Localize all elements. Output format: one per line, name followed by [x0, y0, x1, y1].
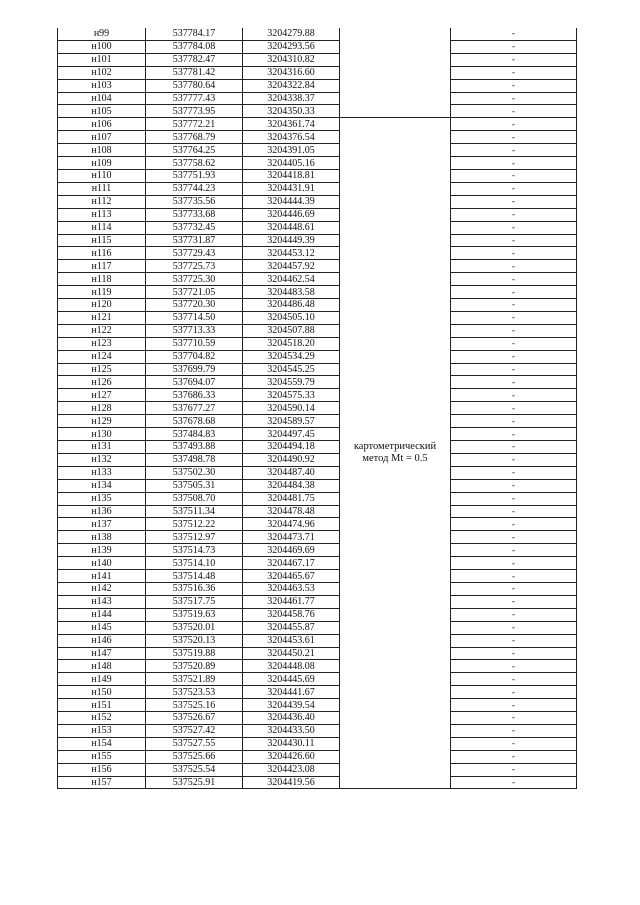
x-coordinate-cell: 537508.70	[146, 492, 243, 505]
point-id-cell: н134	[58, 479, 146, 492]
point-id-cell: н105	[58, 105, 146, 118]
y-coordinate-cell: 3204293.56	[243, 40, 340, 53]
x-coordinate-cell: 537677.27	[146, 402, 243, 415]
point-id-cell: н121	[58, 311, 146, 324]
y-coordinate-cell: 3204423.08	[243, 763, 340, 776]
y-coordinate-cell: 3204316.60	[243, 66, 340, 79]
x-coordinate-cell: 537527.42	[146, 724, 243, 737]
y-coordinate-cell: 3204430.11	[243, 737, 340, 750]
point-id-cell: н116	[58, 247, 146, 260]
x-coordinate-cell: 537525.54	[146, 763, 243, 776]
accuracy-dash-cell: -	[451, 195, 577, 208]
point-id-cell: н130	[58, 428, 146, 441]
x-coordinate-cell: 537498.78	[146, 453, 243, 466]
y-coordinate-cell: 3204450.21	[243, 647, 340, 660]
accuracy-dash-cell: -	[451, 582, 577, 595]
y-coordinate-cell: 3204575.33	[243, 389, 340, 402]
y-coordinate-cell: 3204505.10	[243, 311, 340, 324]
x-coordinate-cell: 537710.59	[146, 337, 243, 350]
accuracy-dash-cell: -	[451, 647, 577, 660]
table-row	[58, 28, 577, 40]
x-coordinate-cell: 537512.97	[146, 531, 243, 544]
y-coordinate-cell: 3204465.67	[243, 570, 340, 583]
x-coordinate-cell: 537511.34	[146, 505, 243, 518]
accuracy-dash-cell: -	[451, 570, 577, 583]
table-row	[58, 221, 577, 234]
table-row	[58, 737, 577, 750]
accuracy-dash-cell: -	[451, 402, 577, 415]
y-coordinate-cell: 3204483.58	[243, 286, 340, 299]
point-id-cell: н137	[58, 518, 146, 531]
x-coordinate-cell: 537516.36	[146, 582, 243, 595]
point-id-cell: н143	[58, 595, 146, 608]
y-coordinate-cell: 3204418.81	[243, 169, 340, 182]
y-coordinate-cell: 3204449.39	[243, 234, 340, 247]
accuracy-dash-cell: -	[451, 53, 577, 66]
table-row	[58, 208, 577, 221]
y-coordinate-cell: 3204463.53	[243, 582, 340, 595]
table-row	[58, 92, 577, 105]
point-id-cell: н146	[58, 634, 146, 647]
y-coordinate-cell: 3204419.56	[243, 776, 340, 789]
y-coordinate-cell: 3204478.48	[243, 505, 340, 518]
y-coordinate-cell: 3204494.18	[243, 441, 340, 454]
point-id-cell: н107	[58, 131, 146, 144]
x-coordinate-cell: 537523.53	[146, 686, 243, 699]
point-id-cell: н151	[58, 699, 146, 712]
table-row	[58, 750, 577, 763]
y-coordinate-cell: 3204441.67	[243, 686, 340, 699]
y-coordinate-cell: 3204279.88	[243, 28, 340, 40]
accuracy-dash-cell: -	[451, 337, 577, 350]
table-row	[58, 234, 577, 247]
point-id-cell: н138	[58, 531, 146, 544]
accuracy-dash-cell: -	[451, 131, 577, 144]
y-coordinate-cell: 3204376.54	[243, 131, 340, 144]
x-coordinate-cell: 537720.30	[146, 299, 243, 312]
y-coordinate-cell: 3204361.74	[243, 118, 340, 131]
table-row	[58, 673, 577, 686]
y-coordinate-cell: 3204481.75	[243, 492, 340, 505]
x-coordinate-cell: 537704.82	[146, 350, 243, 363]
table-row	[58, 324, 577, 337]
x-coordinate-cell: 537721.05	[146, 286, 243, 299]
accuracy-dash-cell: -	[451, 557, 577, 570]
y-coordinate-cell: 3204545.25	[243, 363, 340, 376]
y-coordinate-cell: 3204457.92	[243, 260, 340, 273]
table-row	[58, 647, 577, 660]
accuracy-dash-cell: -	[451, 712, 577, 725]
y-coordinate-cell: 3204458.76	[243, 608, 340, 621]
accuracy-dash-cell: -	[451, 466, 577, 479]
x-coordinate-cell: 537699.79	[146, 363, 243, 376]
table-row	[58, 350, 577, 363]
accuracy-dash-cell: -	[451, 299, 577, 312]
y-coordinate-cell: 3204474.96	[243, 518, 340, 531]
x-coordinate-cell: 537502.30	[146, 466, 243, 479]
point-id-cell: н154	[58, 737, 146, 750]
accuracy-dash-cell: -	[451, 247, 577, 260]
point-id-cell: н103	[58, 79, 146, 92]
accuracy-dash-cell: -	[451, 311, 577, 324]
table-row	[58, 363, 577, 376]
y-coordinate-cell: 3204484.38	[243, 479, 340, 492]
x-coordinate-cell: 537744.23	[146, 182, 243, 195]
method-cell-upper	[340, 28, 451, 118]
table-row	[58, 776, 577, 789]
table-row	[58, 686, 577, 699]
x-coordinate-cell: 537772.21	[146, 118, 243, 131]
accuracy-dash-cell: -	[451, 673, 577, 686]
accuracy-dash-cell: -	[451, 453, 577, 466]
x-coordinate-cell: 537505.31	[146, 479, 243, 492]
point-id-cell: н115	[58, 234, 146, 247]
table-row	[58, 260, 577, 273]
y-coordinate-cell: 3204444.39	[243, 195, 340, 208]
table-row	[58, 105, 577, 118]
point-id-cell: н104	[58, 92, 146, 105]
table-row	[58, 415, 577, 428]
accuracy-dash-cell: -	[451, 286, 577, 299]
y-coordinate-cell: 3204350.33	[243, 105, 340, 118]
table-row	[58, 402, 577, 415]
table-row	[58, 66, 577, 79]
x-coordinate-cell: 537694.07	[146, 376, 243, 389]
x-coordinate-cell: 537781.42	[146, 66, 243, 79]
point-id-cell: н109	[58, 157, 146, 170]
x-coordinate-cell: 537758.62	[146, 157, 243, 170]
accuracy-dash-cell: -	[451, 350, 577, 363]
point-id-cell: н101	[58, 53, 146, 66]
table-row	[58, 544, 577, 557]
y-coordinate-cell: 3204490.92	[243, 453, 340, 466]
point-id-cell: н113	[58, 208, 146, 221]
point-id-cell: н117	[58, 260, 146, 273]
accuracy-dash-cell: -	[451, 28, 577, 40]
y-coordinate-cell: 3204431.91	[243, 182, 340, 195]
point-id-cell: н139	[58, 544, 146, 557]
y-coordinate-cell: 3204439.54	[243, 699, 340, 712]
accuracy-dash-cell: -	[451, 169, 577, 182]
point-id-cell: н157	[58, 776, 146, 789]
x-coordinate-cell: 537525.16	[146, 699, 243, 712]
y-coordinate-cell: 3204338.37	[243, 92, 340, 105]
x-coordinate-cell: 537514.48	[146, 570, 243, 583]
point-id-cell: н127	[58, 389, 146, 402]
table-row	[58, 595, 577, 608]
y-coordinate-cell: 3204589.57	[243, 415, 340, 428]
point-id-cell: н124	[58, 350, 146, 363]
x-coordinate-cell: 537713.33	[146, 324, 243, 337]
x-coordinate-cell: 537784.17	[146, 28, 243, 40]
x-coordinate-cell: 537520.89	[146, 660, 243, 673]
accuracy-dash-cell: -	[451, 608, 577, 621]
table-row	[58, 505, 577, 518]
x-coordinate-cell: 537678.68	[146, 415, 243, 428]
point-id-cell: н129	[58, 415, 146, 428]
point-id-cell: н108	[58, 144, 146, 157]
accuracy-dash-cell: -	[451, 273, 577, 286]
point-id-cell: н102	[58, 66, 146, 79]
table-row	[58, 570, 577, 583]
y-coordinate-cell: 3204436.40	[243, 712, 340, 725]
table-row	[58, 441, 577, 454]
accuracy-dash-cell: -	[451, 595, 577, 608]
x-coordinate-cell: 537764.25	[146, 144, 243, 157]
table-row	[58, 157, 577, 170]
x-coordinate-cell: 537519.63	[146, 608, 243, 621]
x-coordinate-cell: 537525.66	[146, 750, 243, 763]
point-id-cell: н112	[58, 195, 146, 208]
point-id-cell: н114	[58, 221, 146, 234]
point-id-cell: н110	[58, 169, 146, 182]
table-row	[58, 53, 577, 66]
table-row	[58, 660, 577, 673]
table-row	[58, 518, 577, 531]
x-coordinate-cell: 537514.10	[146, 557, 243, 570]
point-id-cell: н128	[58, 402, 146, 415]
point-id-cell: н156	[58, 763, 146, 776]
accuracy-dash-cell: -	[451, 79, 577, 92]
accuracy-dash-cell: -	[451, 776, 577, 789]
point-id-cell: н140	[58, 557, 146, 570]
point-id-cell: н106	[58, 118, 146, 131]
table-row	[58, 608, 577, 621]
table-row	[58, 428, 577, 441]
point-id-cell: н142	[58, 582, 146, 595]
x-coordinate-cell: 537768.79	[146, 131, 243, 144]
point-id-cell: н99	[58, 28, 146, 40]
y-coordinate-cell: 3204453.12	[243, 247, 340, 260]
point-id-cell: н135	[58, 492, 146, 505]
table-row	[58, 479, 577, 492]
table-row	[58, 492, 577, 505]
x-coordinate-cell: 537512.22	[146, 518, 243, 531]
point-id-cell: н152	[58, 712, 146, 725]
table-row	[58, 376, 577, 389]
table-row	[58, 273, 577, 286]
y-coordinate-cell: 3204486.48	[243, 299, 340, 312]
point-id-cell: н120	[58, 299, 146, 312]
table-row	[58, 724, 577, 737]
x-coordinate-cell: 537784.08	[146, 40, 243, 53]
table-row	[58, 763, 577, 776]
accuracy-dash-cell: -	[451, 415, 577, 428]
y-coordinate-cell: 3204426.60	[243, 750, 340, 763]
x-coordinate-cell: 537514.73	[146, 544, 243, 557]
accuracy-dash-cell: -	[451, 750, 577, 763]
x-coordinate-cell: 537777.43	[146, 92, 243, 105]
x-coordinate-cell: 537527.55	[146, 737, 243, 750]
y-coordinate-cell: 3204518.20	[243, 337, 340, 350]
y-coordinate-cell: 3204507.88	[243, 324, 340, 337]
point-id-cell: н150	[58, 686, 146, 699]
accuracy-dash-cell: -	[451, 260, 577, 273]
x-coordinate-cell: 537493.88	[146, 441, 243, 454]
x-coordinate-cell: 537714.50	[146, 311, 243, 324]
point-id-cell: н136	[58, 505, 146, 518]
x-coordinate-cell: 537751.93	[146, 169, 243, 182]
table-row	[58, 311, 577, 324]
accuracy-dash-cell: -	[451, 544, 577, 557]
point-id-cell: н131	[58, 441, 146, 454]
accuracy-dash-cell: -	[451, 699, 577, 712]
point-id-cell: н144	[58, 608, 146, 621]
table-row	[58, 634, 577, 647]
table-row	[58, 453, 577, 466]
y-coordinate-cell: 3204391.05	[243, 144, 340, 157]
table-row	[58, 131, 577, 144]
table-row	[58, 79, 577, 92]
point-id-cell: н141	[58, 570, 146, 583]
point-id-cell: н100	[58, 40, 146, 53]
accuracy-dash-cell: -	[451, 724, 577, 737]
accuracy-dash-cell: -	[451, 660, 577, 673]
y-coordinate-cell: 3204590.14	[243, 402, 340, 415]
accuracy-dash-cell: -	[451, 157, 577, 170]
table-row	[58, 40, 577, 53]
y-coordinate-cell: 3204448.61	[243, 221, 340, 234]
table-row	[58, 286, 577, 299]
accuracy-dash-cell: -	[451, 479, 577, 492]
accuracy-dash-cell: -	[451, 428, 577, 441]
method-cell: картометрический метод Mt = 0.5	[340, 118, 451, 789]
y-coordinate-cell: 3204534.29	[243, 350, 340, 363]
point-id-cell: н148	[58, 660, 146, 673]
y-coordinate-cell: 3204433.50	[243, 724, 340, 737]
table-row	[58, 247, 577, 260]
coordinates-table	[57, 28, 577, 789]
accuracy-dash-cell: -	[451, 621, 577, 634]
y-coordinate-cell: 3204446.69	[243, 208, 340, 221]
table-row	[58, 299, 577, 312]
accuracy-dash-cell: -	[451, 518, 577, 531]
x-coordinate-cell: 537729.43	[146, 247, 243, 260]
y-coordinate-cell: 3204310.82	[243, 53, 340, 66]
coordinates-table-body	[58, 28, 577, 789]
table-row	[58, 621, 577, 634]
y-coordinate-cell: 3204487.40	[243, 466, 340, 479]
accuracy-dash-cell: -	[451, 389, 577, 402]
x-coordinate-cell: 537735.56	[146, 195, 243, 208]
y-coordinate-cell: 3204448.08	[243, 660, 340, 673]
accuracy-dash-cell: -	[451, 441, 577, 454]
table-row	[58, 182, 577, 195]
point-id-cell: н119	[58, 286, 146, 299]
x-coordinate-cell: 537526.67	[146, 712, 243, 725]
accuracy-dash-cell: -	[451, 376, 577, 389]
point-id-cell: н147	[58, 647, 146, 660]
x-coordinate-cell: 537733.68	[146, 208, 243, 221]
accuracy-dash-cell: -	[451, 182, 577, 195]
y-coordinate-cell: 3204322.84	[243, 79, 340, 92]
accuracy-dash-cell: -	[451, 118, 577, 131]
table-row	[58, 699, 577, 712]
table-row	[58, 466, 577, 479]
x-coordinate-cell: 537520.01	[146, 621, 243, 634]
point-id-cell: н126	[58, 376, 146, 389]
y-coordinate-cell: 3204497.45	[243, 428, 340, 441]
table-row	[58, 118, 577, 131]
table-row	[58, 582, 577, 595]
x-coordinate-cell: 537725.73	[146, 260, 243, 273]
y-coordinate-cell: 3204405.16	[243, 157, 340, 170]
accuracy-dash-cell: -	[451, 492, 577, 505]
table-row	[58, 557, 577, 570]
accuracy-dash-cell: -	[451, 531, 577, 544]
y-coordinate-cell: 3204462.54	[243, 273, 340, 286]
point-id-cell: н133	[58, 466, 146, 479]
table-row	[58, 712, 577, 725]
table-row	[58, 531, 577, 544]
accuracy-dash-cell: -	[451, 686, 577, 699]
point-id-cell: н149	[58, 673, 146, 686]
accuracy-dash-cell: -	[451, 737, 577, 750]
accuracy-dash-cell: -	[451, 105, 577, 118]
x-coordinate-cell: 537517.75	[146, 595, 243, 608]
accuracy-dash-cell: -	[451, 505, 577, 518]
x-coordinate-cell: 537521.89	[146, 673, 243, 686]
y-coordinate-cell: 3204455.87	[243, 621, 340, 634]
accuracy-dash-cell: -	[451, 208, 577, 221]
point-id-cell: н123	[58, 337, 146, 350]
point-id-cell: н132	[58, 453, 146, 466]
x-coordinate-cell: 537780.64	[146, 79, 243, 92]
accuracy-dash-cell: -	[451, 221, 577, 234]
point-id-cell: н155	[58, 750, 146, 763]
point-id-cell: н118	[58, 273, 146, 286]
x-coordinate-cell: 537782.47	[146, 53, 243, 66]
y-coordinate-cell: 3204453.61	[243, 634, 340, 647]
table-row	[58, 389, 577, 402]
table-row	[58, 144, 577, 157]
x-coordinate-cell: 537519.88	[146, 647, 243, 660]
x-coordinate-cell: 537525.91	[146, 776, 243, 789]
y-coordinate-cell: 3204461.77	[243, 595, 340, 608]
accuracy-dash-cell: -	[451, 324, 577, 337]
x-coordinate-cell: 537520.13	[146, 634, 243, 647]
table-row	[58, 169, 577, 182]
accuracy-dash-cell: -	[451, 763, 577, 776]
y-coordinate-cell: 3204445.69	[243, 673, 340, 686]
accuracy-dash-cell: -	[451, 363, 577, 376]
point-id-cell: н145	[58, 621, 146, 634]
accuracy-dash-cell: -	[451, 144, 577, 157]
x-coordinate-cell: 537484.83	[146, 428, 243, 441]
x-coordinate-cell: 537731.87	[146, 234, 243, 247]
point-id-cell: н125	[58, 363, 146, 376]
x-coordinate-cell: 537773.95	[146, 105, 243, 118]
point-id-cell: н122	[58, 324, 146, 337]
point-id-cell: н111	[58, 182, 146, 195]
y-coordinate-cell: 3204559.79	[243, 376, 340, 389]
accuracy-dash-cell: -	[451, 234, 577, 247]
table-row	[58, 337, 577, 350]
accuracy-dash-cell: -	[451, 40, 577, 53]
accuracy-dash-cell: -	[451, 66, 577, 79]
accuracy-dash-cell: -	[451, 92, 577, 105]
y-coordinate-cell: 3204473.71	[243, 531, 340, 544]
accuracy-dash-cell: -	[451, 634, 577, 647]
x-coordinate-cell: 537732.45	[146, 221, 243, 234]
y-coordinate-cell: 3204469.69	[243, 544, 340, 557]
x-coordinate-cell: 537725.30	[146, 273, 243, 286]
x-coordinate-cell: 537686.33	[146, 389, 243, 402]
y-coordinate-cell: 3204467.17	[243, 557, 340, 570]
table-row	[58, 195, 577, 208]
point-id-cell: н153	[58, 724, 146, 737]
